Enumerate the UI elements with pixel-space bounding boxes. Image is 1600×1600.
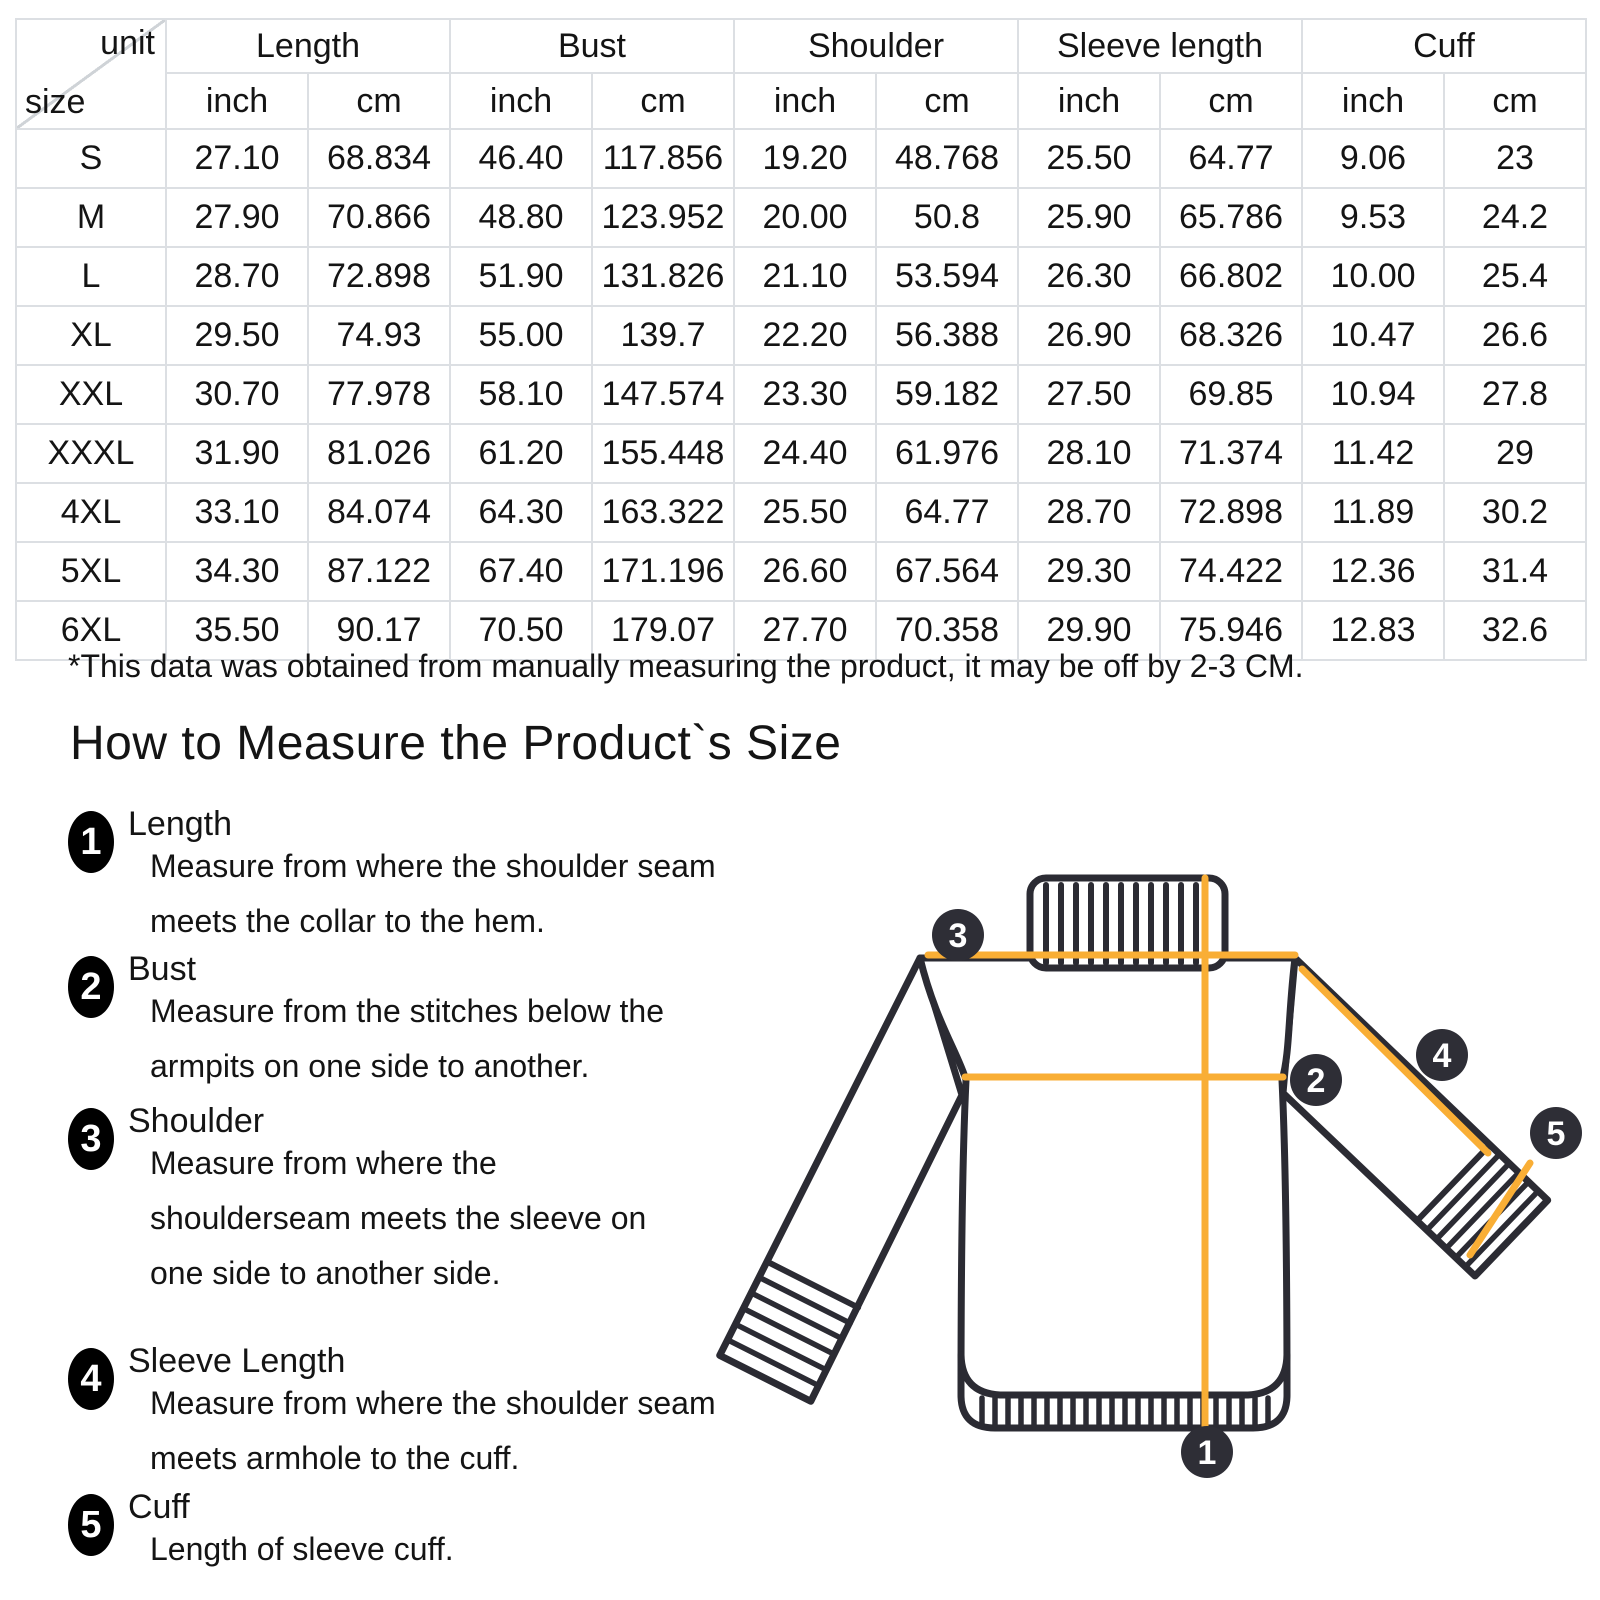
step-1-line: meets the collar to the hem.: [150, 903, 545, 939]
value-cell: 72.898: [1160, 483, 1302, 542]
svg-text:3: 3: [948, 917, 968, 955]
unit-header: inch: [734, 73, 876, 129]
step-length: [68, 805, 716, 941]
value-cell: 74.422: [1160, 542, 1302, 601]
step-3-title: Shoulder: [128, 1102, 265, 1140]
value-cell: 65.786: [1160, 188, 1302, 247]
value-cell: 22.20: [734, 306, 876, 365]
value-cell: 11.42: [1302, 424, 1444, 483]
size-cell: 4XL: [16, 483, 166, 542]
step-2-title: Bust: [128, 950, 197, 988]
value-cell: 64.30: [450, 483, 592, 542]
value-cell: 59.182: [876, 365, 1018, 424]
size-cell: S: [16, 129, 166, 188]
value-cell: 68.326: [1160, 306, 1302, 365]
step-2-line: Measure from the stitches below the: [150, 993, 665, 1029]
table-row: [16, 129, 1586, 188]
right-sleeve: [1283, 958, 1548, 1276]
value-cell: 26.60: [734, 542, 876, 601]
value-cell: 26.90: [1018, 306, 1160, 365]
value-cell: 72.898: [308, 247, 450, 306]
table-row: [16, 483, 1586, 542]
value-cell: 33.10: [166, 483, 308, 542]
size-cell: 6XL: [16, 601, 166, 660]
value-cell: 34.30: [166, 542, 308, 601]
unit-header: cm: [1444, 73, 1586, 129]
column-group-length: Length: [166, 19, 450, 73]
value-cell: 67.40: [450, 542, 592, 601]
value-cell: 25.4: [1444, 247, 1586, 306]
value-cell: 87.122: [308, 542, 450, 601]
value-cell: 9.06: [1302, 129, 1444, 188]
value-cell: 25.50: [734, 483, 876, 542]
value-cell: 10.47: [1302, 306, 1444, 365]
svg-text:1: 1: [1197, 1434, 1217, 1472]
value-cell: 123.952: [592, 188, 734, 247]
value-cell: 21.10: [734, 247, 876, 306]
diagram-badge-2: [1290, 1054, 1342, 1106]
sweater-body: [920, 958, 1295, 1428]
unit-header: inch: [450, 73, 592, 129]
value-cell: 75.946: [1160, 601, 1302, 660]
step-1-badge: 1: [68, 811, 114, 873]
step-2-badge: 2: [68, 956, 114, 1018]
value-cell: 11.89: [1302, 483, 1444, 542]
table-group-header-row: [16, 19, 1586, 73]
unit-header: cm: [876, 73, 1018, 129]
step-2-line: armpits on one side to another.: [150, 1048, 590, 1084]
value-cell: 51.90: [450, 247, 592, 306]
value-cell: 55.00: [450, 306, 592, 365]
value-cell: 25.50: [1018, 129, 1160, 188]
value-cell: 29.30: [1018, 542, 1160, 601]
size-cell: XL: [16, 306, 166, 365]
size-cell: XXL: [16, 365, 166, 424]
value-cell: 46.40: [450, 129, 592, 188]
step-1-text: [128, 805, 716, 941]
value-cell: 27.10: [166, 129, 308, 188]
value-cell: 179.07: [592, 601, 734, 660]
corner-size-label: size: [25, 83, 86, 121]
diagram-badge-5: [1530, 1107, 1582, 1159]
value-cell: 27.8: [1444, 365, 1586, 424]
value-cell: 69.85: [1160, 365, 1302, 424]
unit-header: inch: [1302, 73, 1444, 129]
value-cell: 68.834: [308, 129, 450, 188]
column-group-cuff: Cuff: [1302, 19, 1586, 73]
step-3-line: Measure from where the: [150, 1145, 497, 1181]
table-row: [16, 247, 1586, 306]
value-cell: 81.026: [308, 424, 450, 483]
unit-header: cm: [308, 73, 450, 129]
step-sleeve-length: [68, 1342, 716, 1478]
size-cell: 5XL: [16, 542, 166, 601]
step-4-title: Sleeve Length: [128, 1342, 346, 1380]
step-4-line: meets armhole to the cuff.: [150, 1440, 520, 1476]
value-cell: 74.93: [308, 306, 450, 365]
value-cell: 67.564: [876, 542, 1018, 601]
value-cell: 171.196: [592, 542, 734, 601]
unit-header: inch: [1018, 73, 1160, 129]
value-cell: 48.768: [876, 129, 1018, 188]
value-cell: 28.70: [166, 247, 308, 306]
value-cell: 27.90: [166, 188, 308, 247]
value-cell: 32.6: [1444, 601, 1586, 660]
value-cell: 53.594: [876, 247, 1018, 306]
value-cell: 147.574: [592, 365, 734, 424]
value-cell: 90.17: [308, 601, 450, 660]
unit-header: cm: [1160, 73, 1302, 129]
value-cell: 35.50: [166, 601, 308, 660]
table-row: [16, 542, 1586, 601]
value-cell: 64.77: [876, 483, 1018, 542]
value-cell: 19.20: [734, 129, 876, 188]
value-cell: 23.30: [734, 365, 876, 424]
step-5-text: [128, 1488, 454, 1569]
step-4-line: Measure from where the shoulder seam: [150, 1385, 716, 1421]
corner-cell: [16, 19, 166, 129]
size-table-body: [16, 129, 1586, 660]
value-cell: 163.322: [592, 483, 734, 542]
value-cell: 84.074: [308, 483, 450, 542]
step-bust: [68, 950, 664, 1086]
value-cell: 26.6: [1444, 306, 1586, 365]
value-cell: 29.90: [1018, 601, 1160, 660]
column-group-bust: Bust: [450, 19, 734, 73]
step-3-badge: 3: [68, 1108, 114, 1170]
step-3-text: [128, 1102, 646, 1293]
diagram-badge-3: [932, 909, 984, 961]
diagram-badge-1: [1181, 1426, 1233, 1478]
column-group-sleeve-length: Sleeve length: [1018, 19, 1302, 73]
value-cell: 31.4: [1444, 542, 1586, 601]
value-cell: 70.358: [876, 601, 1018, 660]
step-4-badge: 4: [68, 1348, 114, 1410]
step-3-line: shoulderseam meets the sleeve on: [150, 1200, 647, 1236]
value-cell: 28.70: [1018, 483, 1160, 542]
value-cell: 50.8: [876, 188, 1018, 247]
value-cell: 27.50: [1018, 365, 1160, 424]
value-cell: 12.83: [1302, 601, 1444, 660]
value-cell: 24.2: [1444, 188, 1586, 247]
unit-header: cm: [592, 73, 734, 129]
value-cell: 12.36: [1302, 542, 1444, 601]
value-cell: 27.70: [734, 601, 876, 660]
value-cell: 26.30: [1018, 247, 1160, 306]
value-cell: 30.2: [1444, 483, 1586, 542]
value-cell: 25.90: [1018, 188, 1160, 247]
value-cell: 71.374: [1160, 424, 1302, 483]
value-cell: 61.20: [450, 424, 592, 483]
value-cell: 10.94: [1302, 365, 1444, 424]
svg-text:2: 2: [1306, 1062, 1326, 1100]
value-cell: 117.856: [592, 129, 734, 188]
diagram-badge-4: [1416, 1029, 1468, 1081]
value-cell: 24.40: [734, 424, 876, 483]
size-cell: M: [16, 188, 166, 247]
table-unit-header-row: [16, 73, 1586, 129]
unit-header: inch: [166, 73, 308, 129]
step-cuff: [68, 1488, 454, 1569]
column-group-shoulder: Shoulder: [734, 19, 1018, 73]
value-cell: 77.978: [308, 365, 450, 424]
value-cell: 70.866: [308, 188, 450, 247]
table-row: [16, 306, 1586, 365]
value-cell: 29: [1444, 424, 1586, 483]
value-cell: 10.00: [1302, 247, 1444, 306]
value-cell: 28.10: [1018, 424, 1160, 483]
value-cell: 56.388: [876, 306, 1018, 365]
step-shoulder: [68, 1102, 646, 1293]
measurement-note: *This data was obtained from manually measuring the product, it may be off by 2-3 CM.: [68, 648, 1304, 684]
value-cell: 30.70: [166, 365, 308, 424]
value-cell: 70.50: [450, 601, 592, 660]
table-row: [16, 365, 1586, 424]
step-5-badge: 5: [68, 1494, 114, 1556]
table-row: [16, 424, 1586, 483]
value-cell: 9.53: [1302, 188, 1444, 247]
value-cell: 66.802: [1160, 247, 1302, 306]
value-cell: 61.976: [876, 424, 1018, 483]
corner-unit-label: unit: [100, 24, 155, 62]
value-cell: 48.80: [450, 188, 592, 247]
step-1-title: Length: [128, 805, 232, 843]
size-table: [15, 18, 1587, 661]
section-heading: How to Measure the Product`s Size: [70, 717, 842, 770]
size-cell: XXXL: [16, 424, 166, 483]
value-cell: 155.448: [592, 424, 734, 483]
value-cell: 23: [1444, 129, 1586, 188]
value-cell: 139.7: [592, 306, 734, 365]
svg-text:4: 4: [1432, 1037, 1452, 1075]
table-row: [16, 188, 1586, 247]
svg-text:5: 5: [1546, 1115, 1566, 1153]
value-cell: 58.10: [450, 365, 592, 424]
step-4-text: [128, 1342, 716, 1478]
sweater-diagram: [690, 855, 1590, 1495]
value-cell: 131.826: [592, 247, 734, 306]
size-cell: L: [16, 247, 166, 306]
step-2-text: [128, 950, 664, 1086]
value-cell: 20.00: [734, 188, 876, 247]
value-cell: 64.77: [1160, 129, 1302, 188]
step-1-line: Measure from where the shoulder seam: [150, 848, 716, 884]
step-3-line: one side to another side.: [150, 1255, 501, 1291]
step-5-line: Length of sleeve cuff.: [150, 1531, 454, 1567]
value-cell: 29.50: [166, 306, 308, 365]
value-cell: 31.90: [166, 424, 308, 483]
step-5-title: Cuff: [128, 1488, 190, 1526]
